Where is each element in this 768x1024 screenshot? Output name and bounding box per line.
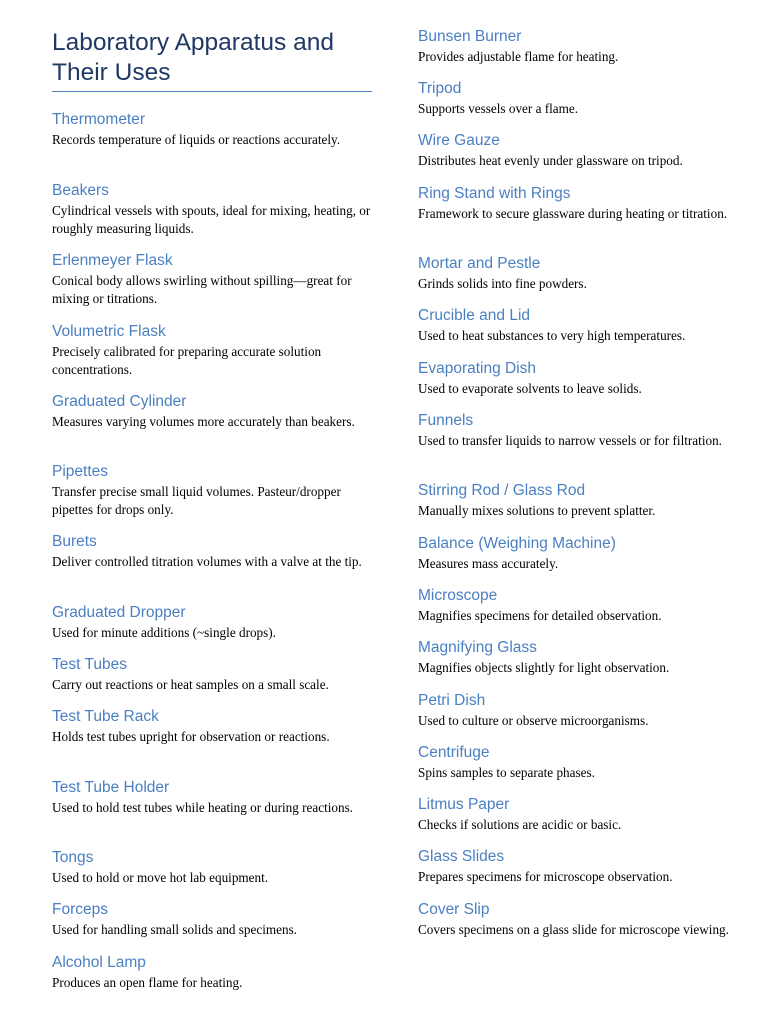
item-heading: Wire Gauze [418, 132, 500, 149]
list-item [418, 743, 738, 782]
list-item [418, 586, 738, 625]
item-description: Measures varying volumes more accurately than beakers. [52, 414, 355, 429]
item-heading: Test Tube Holder [52, 779, 170, 796]
list-item [52, 707, 374, 746]
item-heading: Burets [52, 533, 97, 550]
item-heading: Beakers [52, 182, 109, 199]
item-heading: Mortar and Pestle [418, 255, 541, 272]
item-heading: Ring Stand with Rings [418, 185, 571, 202]
item-description: Produces an open flame for heating. [52, 975, 243, 990]
item-heading: Tripod [418, 80, 462, 97]
item-description: Magnifies objects slightly for light observation. [418, 660, 670, 675]
list-item [418, 79, 738, 118]
item-heading: Graduated Cylinder [52, 393, 187, 410]
page-title: Laboratory Apparatus and Their Uses [52, 29, 334, 86]
item-heading: Volumetric Flask [52, 323, 166, 340]
item-description: Used to hold test tubes while heating or during reactions. [52, 800, 354, 815]
list-item [418, 306, 738, 345]
list-item [52, 603, 374, 642]
item-description: Used for minute additions (~single drops). [52, 625, 276, 640]
item-description: Conical body allows swirling without spilling—great for mixing or titrations. [52, 273, 352, 306]
list-item [52, 900, 374, 939]
list-item [52, 848, 374, 887]
item-heading: Crucible and Lid [418, 307, 531, 324]
item-description: Records temperature of liquids or reactions accurately. [52, 132, 341, 147]
item-description: Magnifies specimens for detailed observation. [418, 608, 662, 623]
item-heading: Alcohol Lamp [52, 954, 146, 971]
item-description: Provides adjustable flame for heating. [418, 49, 619, 64]
item-heading: Erlenmeyer Flask [52, 252, 173, 269]
item-description: Used to heat substances to very high temperatures. [418, 328, 686, 343]
item-heading: Litmus Paper [418, 796, 510, 813]
list-item [52, 392, 374, 431]
item-description: Prepares specimens for microscope observation. [418, 869, 673, 884]
list-item [418, 638, 738, 677]
item-description: Used to evaporate solvents to leave solids. [418, 381, 642, 396]
list-item [52, 778, 374, 817]
list-item [418, 359, 738, 398]
list-item [52, 322, 374, 379]
item-description: Grinds solids into fine powders. [418, 276, 587, 291]
item-heading: Thermometer [52, 111, 146, 128]
item-heading: Stirring Rod / Glass Rod [418, 482, 586, 499]
item-description: Carry out reactions or heat samples on a small scale. [52, 677, 329, 692]
item-heading: Centrifuge [418, 744, 490, 761]
list-item [52, 110, 374, 149]
item-description: Cylindrical vessels with spouts, ideal for mixing, heating, or roughly measuring liquids. [52, 203, 371, 236]
list-item [418, 795, 738, 834]
list-item [418, 131, 738, 170]
item-description: Holds test tubes upright for observation or reactions. [52, 729, 330, 744]
item-description: Measures mass accurately. [418, 556, 559, 571]
item-heading: Cover Slip [418, 901, 490, 918]
item-description: Checks if solutions are acidic or basic. [418, 817, 622, 832]
item-description: Distributes heat evenly under glassware on tripod. [418, 153, 683, 168]
item-heading: Glass Slides [418, 848, 505, 865]
list-item [52, 532, 374, 571]
item-heading: Microscope [418, 587, 498, 604]
list-item [52, 251, 374, 308]
item-description: Used to transfer liquids to narrow vessels or for filtration. [418, 433, 722, 448]
list-item [418, 27, 738, 66]
item-description: Used to hold or move hot lab equipment. [52, 870, 269, 885]
list-item [418, 847, 738, 886]
item-description: Framework to secure glassware during heating or titration. [418, 206, 728, 221]
list-item [418, 254, 738, 293]
item-heading: Evaporating Dish [418, 360, 537, 377]
list-item [418, 534, 738, 573]
list-item [418, 900, 738, 939]
list-item [52, 462, 374, 519]
item-description: Used for handling small solids and specimens. [52, 922, 298, 937]
item-description: Deliver controlled titration volumes with a valve at the tip. [52, 554, 362, 569]
item-heading: Test Tubes [52, 656, 127, 673]
list-item [418, 184, 738, 223]
list-item [418, 481, 738, 520]
list-item [52, 655, 374, 694]
item-description: Spins samples to separate phases. [418, 765, 595, 780]
item-description: Precisely calibrated for preparing accurate solution concentrations. [52, 344, 322, 377]
item-heading: Tongs [52, 849, 94, 866]
item-heading: Pipettes [52, 463, 109, 480]
item-heading: Petri Dish [418, 692, 486, 709]
list-item [418, 411, 738, 450]
item-heading: Bunsen Burner [418, 28, 522, 45]
item-heading: Balance (Weighing Machine) [418, 535, 616, 552]
item-description: Transfer precise small liquid volumes. Pasteur/dropper pipettes for drops only. [52, 484, 341, 517]
item-heading: Graduated Dropper [52, 604, 186, 621]
item-heading: Forceps [52, 901, 108, 918]
item-description: Manually mixes solutions to prevent splatter. [418, 503, 656, 518]
item-description: Supports vessels over a flame. [418, 101, 579, 116]
list-item [52, 181, 374, 238]
item-heading: Test Tube Rack [52, 708, 159, 725]
item-description: Used to culture or observe microorganisms. [418, 713, 649, 728]
item-heading: Magnifying Glass [418, 639, 537, 656]
list-item [418, 691, 738, 730]
list-item [52, 953, 374, 992]
item-description: Covers specimens on a glass slide for microscope viewing. [418, 922, 729, 937]
title-divider [52, 91, 372, 92]
item-heading: Funnels [418, 412, 474, 429]
